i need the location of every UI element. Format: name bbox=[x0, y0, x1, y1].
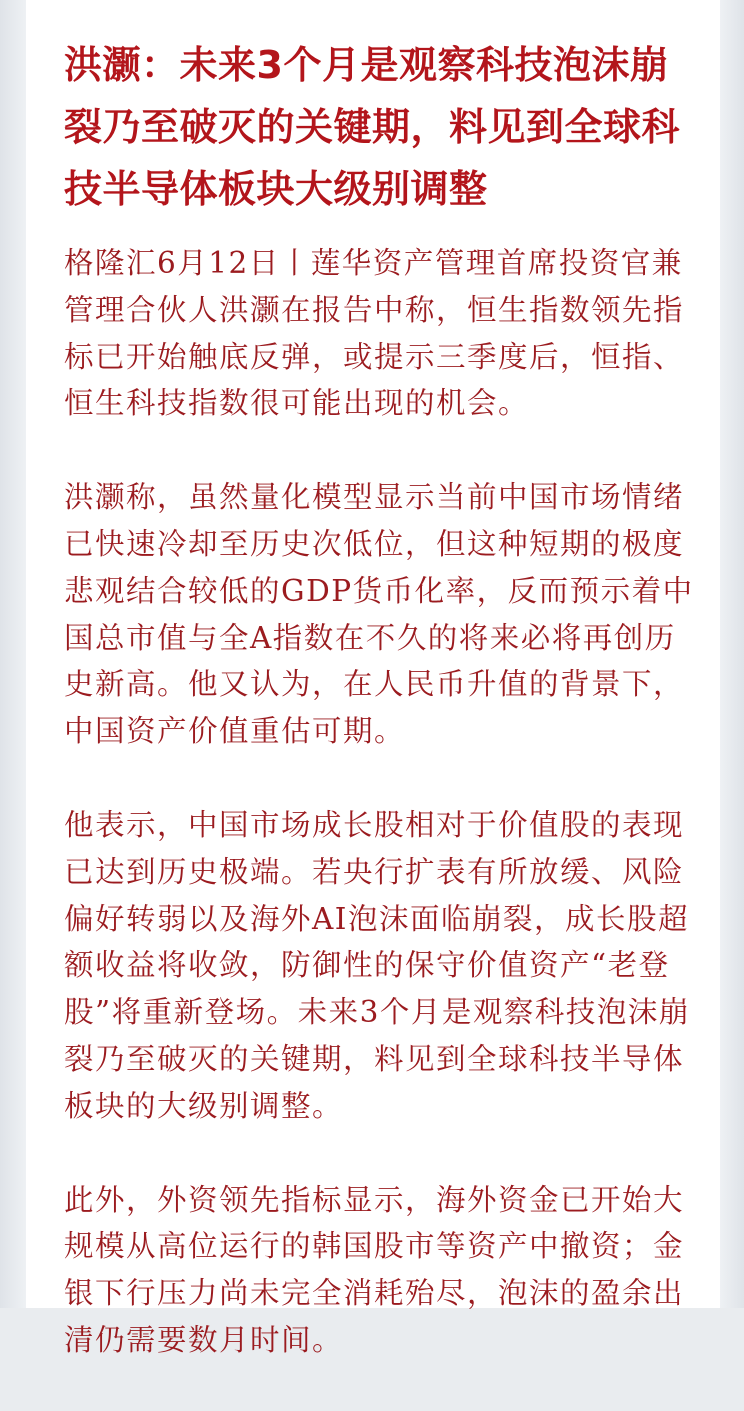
article-paragraph-2: 洪灏称，虽然量化模型显示当前中国市场情绪已快速冷却至历史次低位，但这种短期的极度悲观结合较低的GDP货币化率，反而预示着中国总市值与全A指数在不久的将来必将再创历史新高。他又认为，在人民币升值的背景下，中国资产价值重估可期。 bbox=[64, 480, 694, 749]
article-paragraph-4: 此外，外资领先指标显示，海外资金已开始大规模从高位运行的韩国股市等资产中撤资；金银下行压力尚未完全消耗殆尽，泡沫的盈余出清仍需要数月时间。 bbox=[64, 1182, 685, 1357]
article-body bbox=[64, 240, 694, 1411]
article-paragraph-3: 他表示，中国市场成长股相对于价值股的表现已达到历史极端。若央行扩表有所放缓、风险偏好转弱以及海外AI泡沫面临崩裂，成长股超额收益将收敛，防御性的保守价值资产“老登股”将重新登场。未来3个月是观察科技泡沫崩裂乃至破灭的关键期，料见到全球科技半导体板块的大级别调整。 bbox=[64, 807, 690, 1123]
article-headline: 洪灏：未来3个月是观察科技泡沫崩裂乃至破灭的关键期，料见到全球科技半导体板块大级别调整 bbox=[64, 43, 681, 211]
article-page bbox=[26, 0, 720, 1357]
article-paragraph-1: 格隆汇6月12日丨莲华资产管理首席投资官兼管理合伙人洪灏在报告中称，恒生指数领先指标已开始触底反弹，或提示三季度后，恒指、恒生科技指数很可能出现的机会。 bbox=[64, 246, 685, 421]
right-backdrop bbox=[720, 0, 744, 1308]
left-backdrop bbox=[0, 0, 26, 1308]
